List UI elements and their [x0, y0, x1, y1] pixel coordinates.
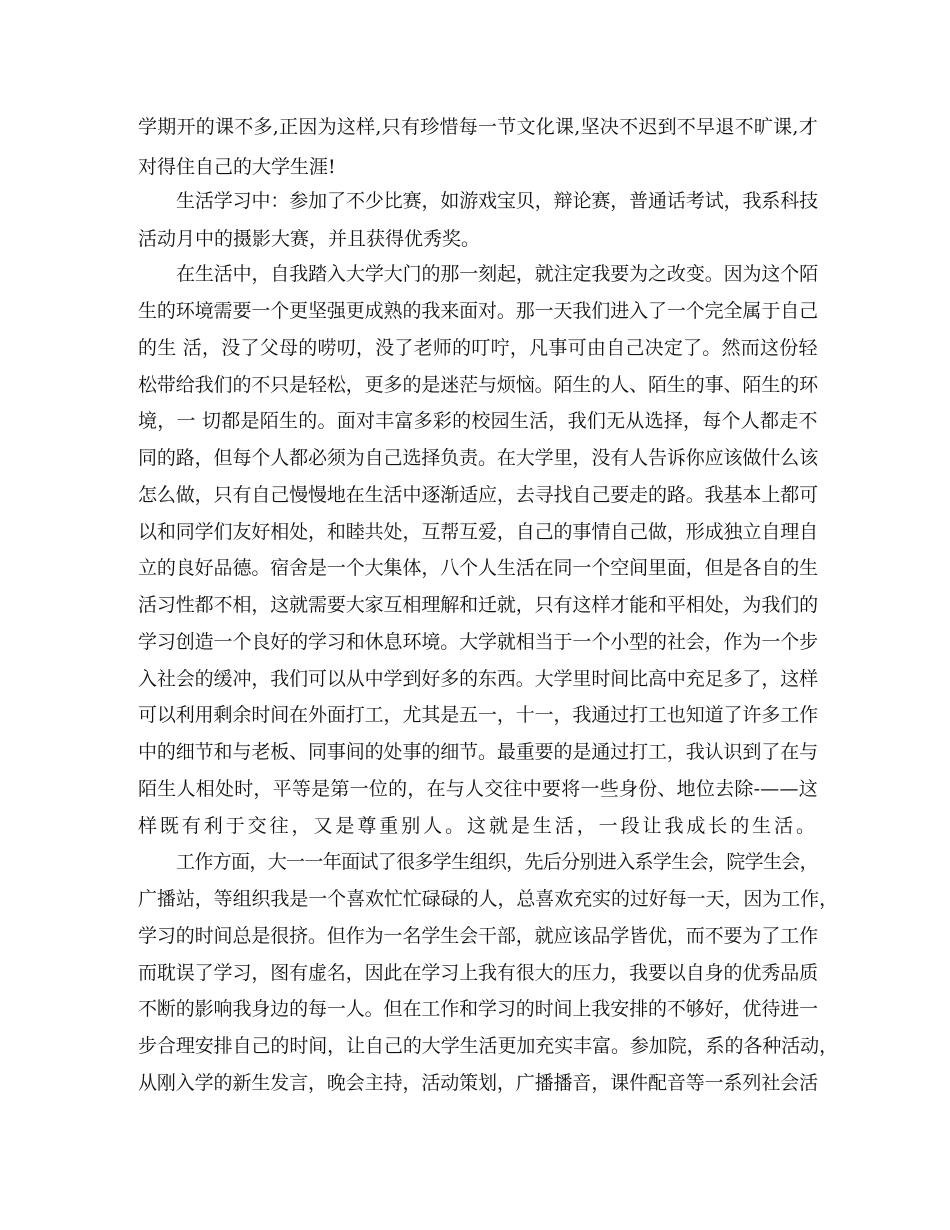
text-line: 步合理安排自己的时间，让自己的大学生活更加充实丰富。参加院，系的各种活动， [138, 1035, 838, 1057]
text-line: 境，一 切都是陌生的。面对丰富多彩的校园生活，我们无从选择，每个人都走不 [138, 410, 818, 432]
text-line: 工作方面，大一一年面试了很多学生组织，先后分别进入系学生会，院学生会， [176, 851, 818, 873]
text-line: 的生 活，没了父母的唠叨，没了老师的叮咛，凡事可由自己决定了。然而这份轻 [138, 337, 818, 359]
text-line: 学习创造一个良好的学习和休息环境。大学就相当于一个小型的社会，作为一个步 [138, 631, 818, 653]
text-line: 入社会的缓冲，我们可以从中学到好多的东西。大学里时间比高中充足多了，这样 [138, 668, 818, 690]
text-line: 松带给我们的不只是轻松，更多的是迷茫与烦恼。陌生的人、陌生的事、陌生的环 [138, 374, 818, 396]
text-line: 同的路，但每个人都必须为自己选择负责。在大学里，没有人告诉你应该做什么该 [138, 447, 818, 469]
text-line: 生的环境需要一个更坚强更成熟的我来面对。那一天我们进入了一个完全属于自己 [138, 300, 818, 322]
text-line: 样既有利于交往，又是尊重别人。这就是生活，一段让我成长的生活。 [138, 815, 818, 837]
text-line: 在生活中，自我踏入大学大门的那一刻起，就注定我要为之改变。因为这个陌 [176, 263, 818, 285]
text-line: 而耽误了学习，图有虚名，因此在学习上我有很大的压力，我要以自身的优秀品质 [138, 962, 818, 984]
text-line: 不断的影响我身边的每一人。但在工作和学习的时间上我安排的不够好，优待进一 [138, 998, 818, 1020]
text-line: 对得住自己的大学生涯! [138, 156, 336, 178]
text-line: 学期开的课不多,正因为这样,只有珍惜每一节文化课,坚决不迟到不早退不旷课,才 [138, 116, 818, 138]
text-line: 以和同学们友好相处，和睦共处，互帮互爱，自己的事情自己做，形成独立自理自 [138, 521, 818, 543]
text-line: 立的良好品德。宿舍是一个大集体，八个人生活在同一个空间里面，但是各自的生 [138, 557, 818, 579]
text-line: 活动月中的摄影大赛，并且获得优秀奖。 [138, 228, 481, 250]
text-line: 陌生人相处时，平等是第一位的，在与人交往中要将一些身份、地位去除-——这 [138, 778, 818, 800]
text-line: 生活学习中：参加了不少比赛，如游戏宝贝，辩论赛，普通话考试，我系科技 [176, 190, 818, 212]
text-line: 中的细节和与老板、同事间的处事的细节。最重要的是通过打工，我认识到了在与 [138, 741, 818, 763]
text-line: 学习的时间总是很挤。但作为一名学生会干部，就应该品学皆优，而不要为了工作 [138, 925, 818, 947]
text-line: 可以利用剩余时间在外面打工，尤其是五一，十一，我通过打工也知道了许多工作 [138, 704, 818, 726]
text-line: 广播站，等组织我是一个喜欢忙忙碌碌的人，总喜欢充实的过好每一天，因为工作， [138, 888, 838, 910]
text-line: 从刚入学的新生发言，晚会主持，活动策划，广播播音，课件配音等一系列社会活 [138, 1072, 818, 1094]
text-line: 活习性都不相，这就需要大家互相理解和迁就，只有这样才能和平相处，为我们的 [138, 594, 818, 616]
text-line: 怎么做，只有自己慢慢地在生活中逐渐适应，去寻找自己要走的路。我基本上都可 [138, 484, 818, 506]
